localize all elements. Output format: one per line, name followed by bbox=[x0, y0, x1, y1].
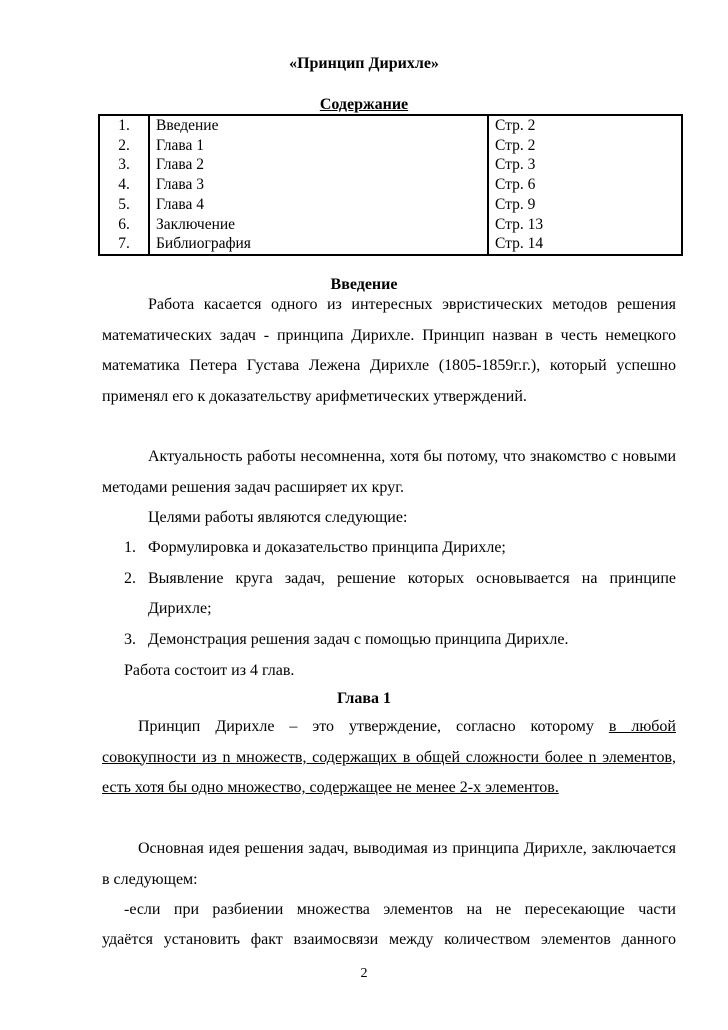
goals-list bbox=[124, 533, 676, 655]
intro-paragraph-3: Целями работы являются следующие: bbox=[148, 509, 408, 526]
toc-row-title: Глава 1 bbox=[149, 136, 488, 156]
toc-row-page: Стр. 3 bbox=[488, 155, 682, 175]
toc-row-number: 2. bbox=[99, 136, 149, 156]
toc-row-title: Введение bbox=[149, 115, 488, 136]
goal-text: Выявление круга задач, решение которых основывается на принципе Дирихле; bbox=[148, 569, 676, 617]
toc-row-page: Стр. 14 bbox=[488, 234, 682, 255]
goal-text: Демонстрация решения задач с помощью принципа Дирихле. bbox=[148, 630, 569, 648]
toc-row bbox=[99, 195, 682, 215]
toc-row-page: Стр. 2 bbox=[488, 136, 682, 156]
chapter1-paragraph-1 bbox=[102, 712, 676, 804]
intro-paragraph-1: Работа касается одного из интересных эвристических методов решения математических задач - принципа Дирихле. Принцип назван в честь немецкого математика Петера Густава Лежена Дирихле (1805-1859г.г.), который успешно применял его к доказательству арифметических утверждений. bbox=[102, 296, 676, 405]
intro-heading: Введение bbox=[330, 276, 398, 293]
toc-row-title: Глава 4 bbox=[149, 195, 488, 215]
chapter1-paragraph-3-line-1: -если при разбиении множества элементов на не пересекающие части bbox=[124, 901, 676, 918]
goal-number: 3. bbox=[124, 630, 136, 648]
document-title: «Принцип Дирихле» bbox=[289, 55, 439, 72]
toc-row bbox=[99, 234, 682, 255]
toc-row-page: Стр. 9 bbox=[488, 195, 682, 215]
toc-row-title: Библиография bbox=[149, 234, 488, 255]
toc-row bbox=[99, 136, 682, 156]
goal-item bbox=[124, 533, 676, 564]
toc-row-title: Глава 2 bbox=[149, 155, 488, 175]
toc-row-number: 7. bbox=[99, 234, 149, 255]
goal-text: Формулировка и доказательство принципа Дирихле; bbox=[148, 539, 506, 556]
goal-item bbox=[124, 564, 676, 625]
toc-row-title: Заключение bbox=[149, 215, 488, 235]
toc-row-number: 4. bbox=[99, 175, 149, 195]
chapter1-heading: Глава 1 bbox=[337, 690, 391, 707]
toc-row-page: Стр. 2 bbox=[488, 115, 682, 136]
toc-row bbox=[99, 115, 682, 136]
intro-paragraph-4: Работа состоит из 4 глав. bbox=[124, 662, 295, 679]
chapter1-paragraph-2: Основная идея решения задач, выводимая из принципа Дирихле, заключается в следующем: bbox=[102, 840, 676, 888]
toc-row bbox=[99, 215, 682, 235]
page-number: 2 bbox=[360, 966, 368, 981]
toc-row-number: 5. bbox=[99, 195, 149, 215]
toc-row-number: 6. bbox=[99, 215, 149, 235]
toc-table bbox=[98, 114, 683, 256]
toc-row bbox=[99, 175, 682, 195]
dirichlet-principle-statement: в любой совокупности из n множеств, содержащих в общей сложности более n элементов, есть хотя бы одно множество, содержащее не менее 2-х элементов. bbox=[102, 718, 676, 796]
toc-row-number: 3. bbox=[99, 155, 149, 175]
toc-row-title: Глава 3 bbox=[149, 175, 488, 195]
toc-row-page: Стр. 6 bbox=[488, 175, 682, 195]
toc-row-number: 1. bbox=[99, 115, 149, 136]
goal-number: 1. bbox=[124, 539, 136, 556]
intro-paragraph-2: Актуальность работы несомненна, хотя бы потому, что знакомство с новыми методами решения задач расширяет их круг. bbox=[102, 448, 676, 496]
toc-row-page: Стр. 13 bbox=[488, 215, 682, 235]
goal-item bbox=[124, 625, 676, 656]
goal-number: 2. bbox=[124, 569, 136, 587]
chapter1-paragraph-3-line-2: удаётся установить факт взаимосвязи между количеством элементов данного bbox=[102, 931, 676, 948]
chapter1-p1-lead: Принцип Дирихле – это утверждение, согласно которому bbox=[138, 718, 609, 735]
toc-heading: Содержание bbox=[319, 96, 409, 113]
toc-row bbox=[99, 155, 682, 175]
